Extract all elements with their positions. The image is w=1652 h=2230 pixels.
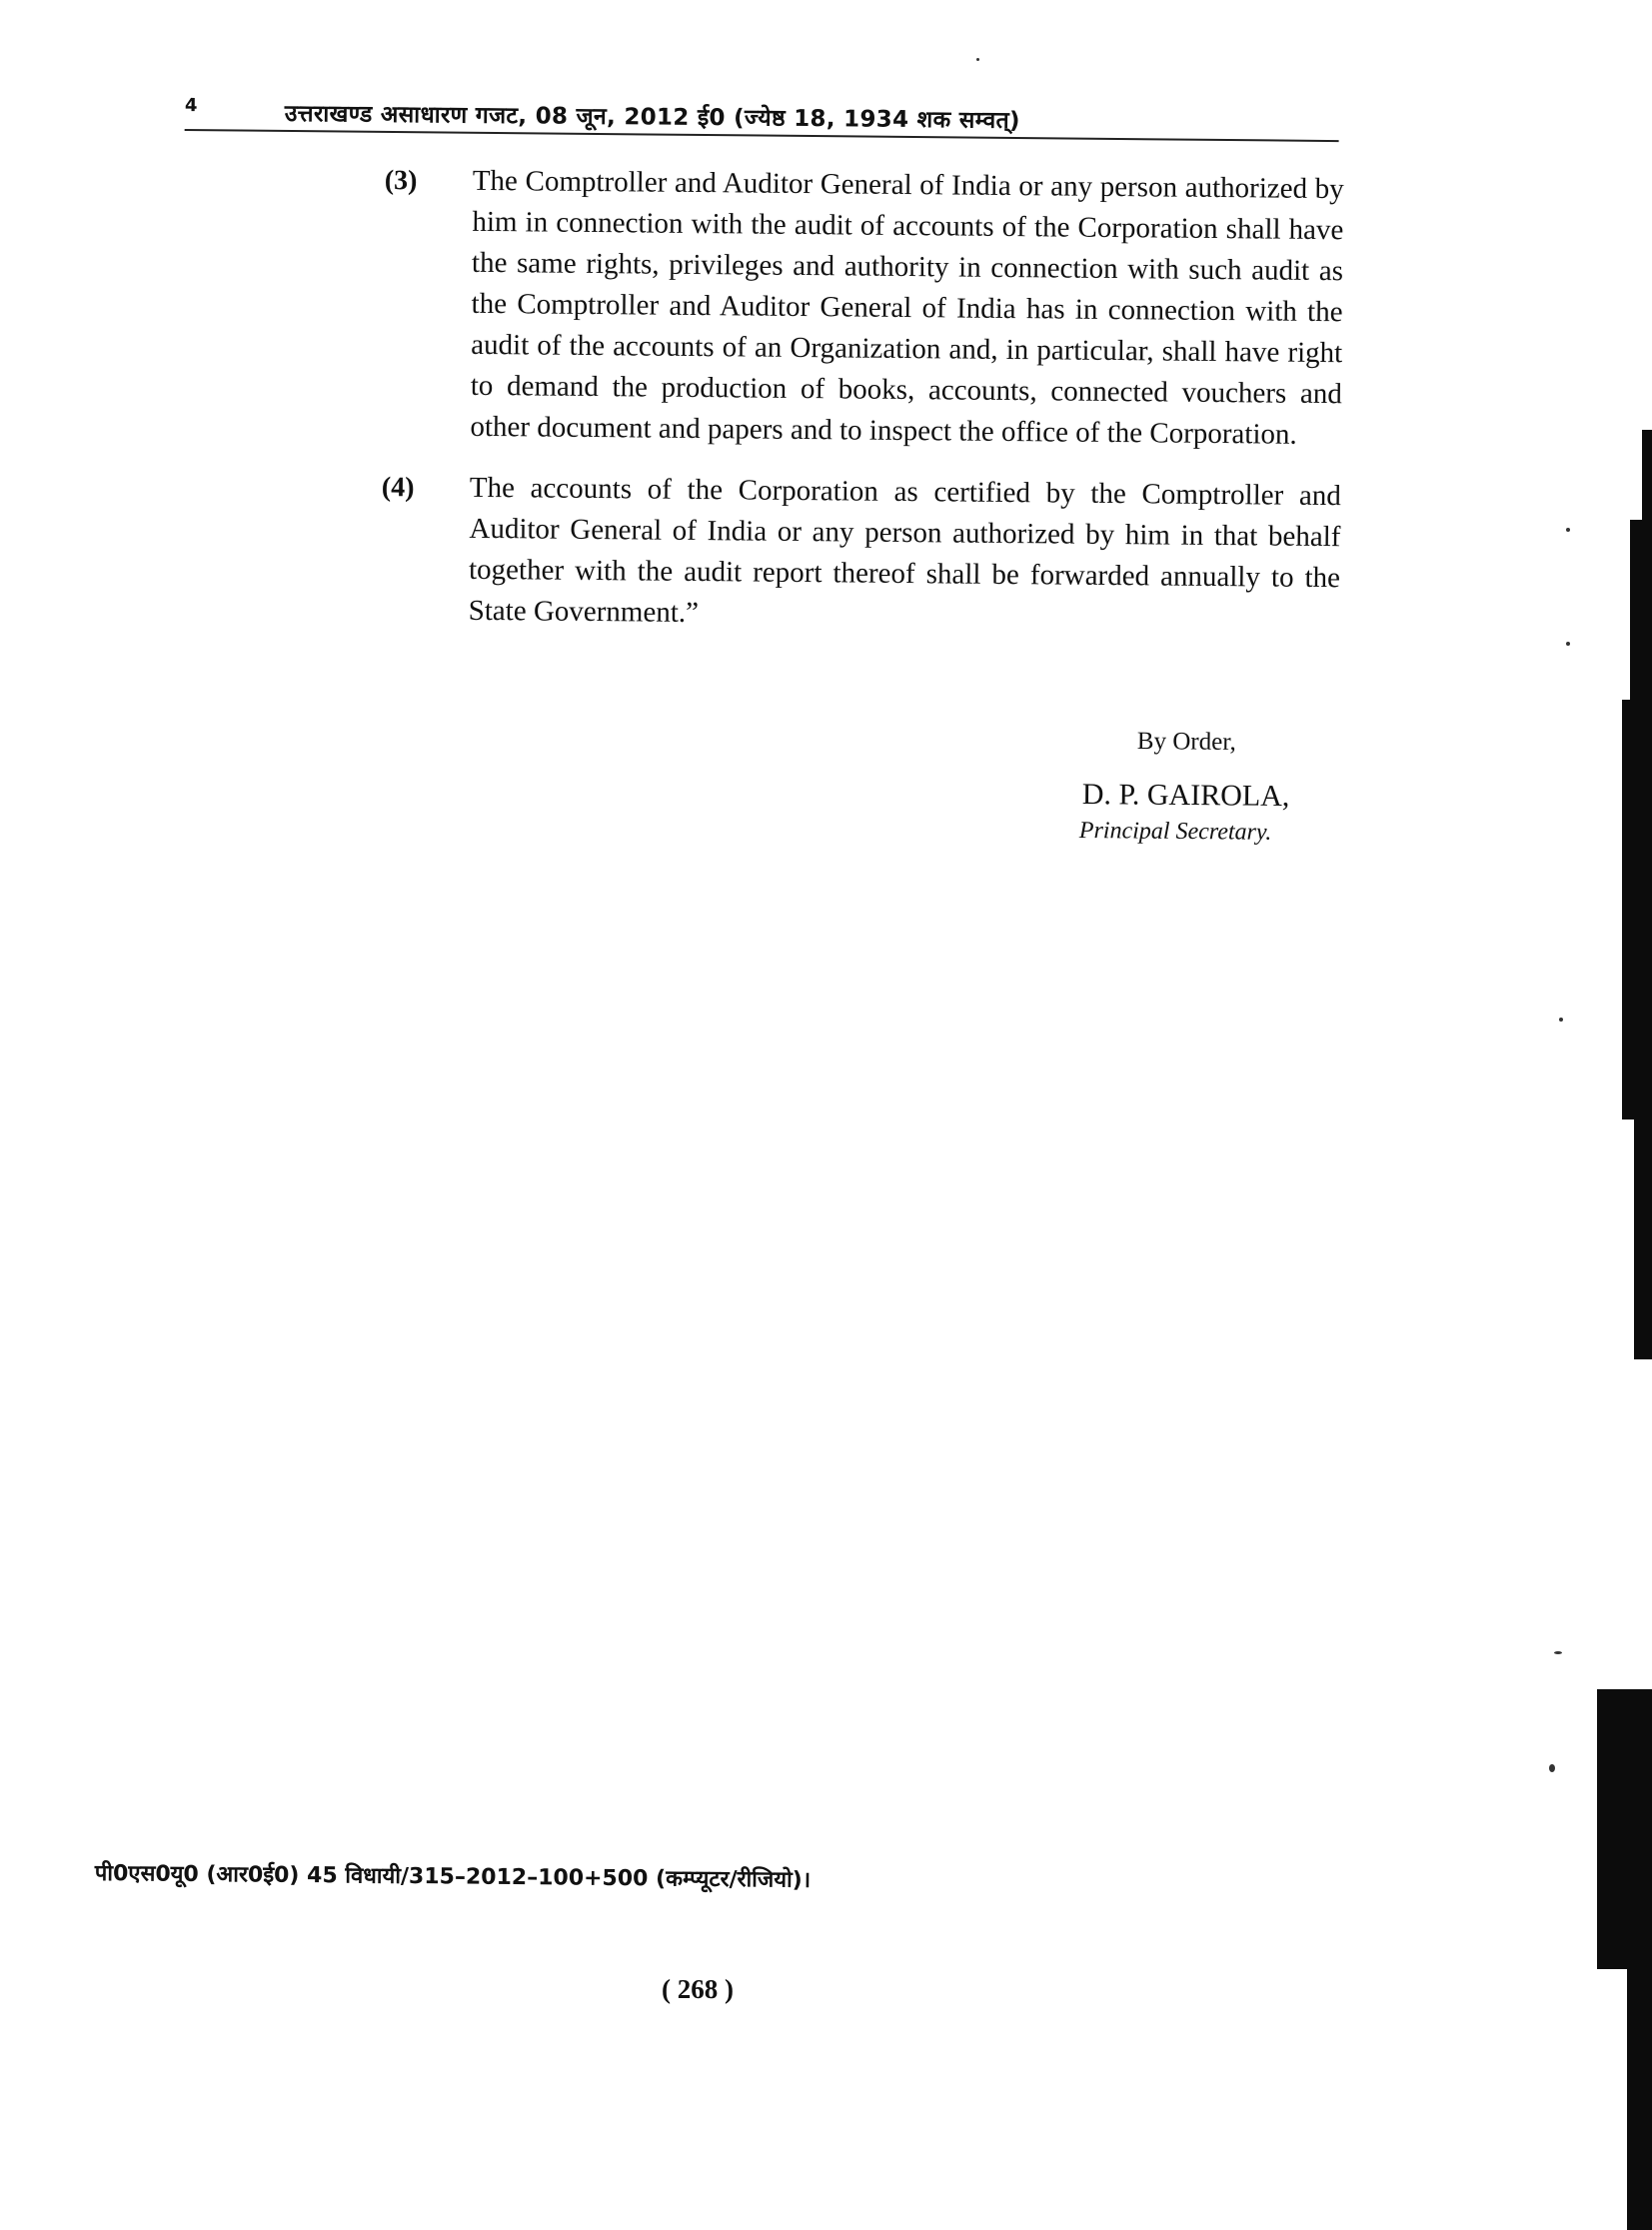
clause-3 (382, 160, 1344, 456)
signatory-title: Principal Secretary. (1078, 818, 1272, 846)
clause-4 (380, 467, 1341, 640)
by-order-label: By Order, (1136, 728, 1236, 756)
scan-edge-shadow (1634, 1119, 1652, 1359)
signatory-name: D. P. GAIROLA, (1081, 778, 1290, 813)
clauses-section (380, 160, 1344, 660)
scan-edge-shadow (1627, 1969, 1652, 2230)
scan-edge-shadow (1642, 430, 1652, 520)
scan-edge-shadow (1597, 1689, 1652, 1969)
clause-number: (4) (381, 471, 415, 504)
page-header (184, 95, 1339, 166)
gazette-title: उत्तराखण्ड असाधारण गजट, 08 जून, 2012 ई0 (ज्येष्ठ 18, 1934 शक सम्वत्) (284, 100, 1020, 135)
scan-speck (1559, 1018, 1563, 1022)
scan-edge-shadow (1630, 520, 1652, 700)
scan-speck (1554, 1651, 1562, 1654)
scan-speck (1549, 1764, 1555, 1772)
scan-edge-shadow (1622, 700, 1652, 1119)
scan-speck (976, 58, 979, 61)
printer-imprint: पी0एस0यू0 (आर0ई0) 45 विधायी/315–2012–100+500 (कम्प्यूटर/रीजियो)। (94, 1860, 812, 1893)
clause-number: (3) (384, 164, 418, 197)
scan-speck (1566, 528, 1570, 532)
clause-text: The accounts of the Corporation as certified by the Comptroller and Auditor General of India or any person authorized by him in that behalf together with the audit report thereof shall be forwarded annually to the State Government.” (468, 471, 1341, 630)
scan-speck (1566, 642, 1570, 646)
footer-page-number: ( 268 ) (662, 1974, 734, 2004)
clause-text: The Comptroller and Auditor General of India or any person authorized by him in connection with the audit of accounts of the Corporation shall have the same rights, privileges and authority in connection with such audit as the Comptroller and Auditor General of India has in connection with the audit of the accounts of an Organization and, in particular, shall have right to demand the production of books, accounts, connected vouchers and other document and papers and to inspect the office of the Corporation. (470, 164, 1344, 451)
page-number: 4 (184, 95, 198, 117)
